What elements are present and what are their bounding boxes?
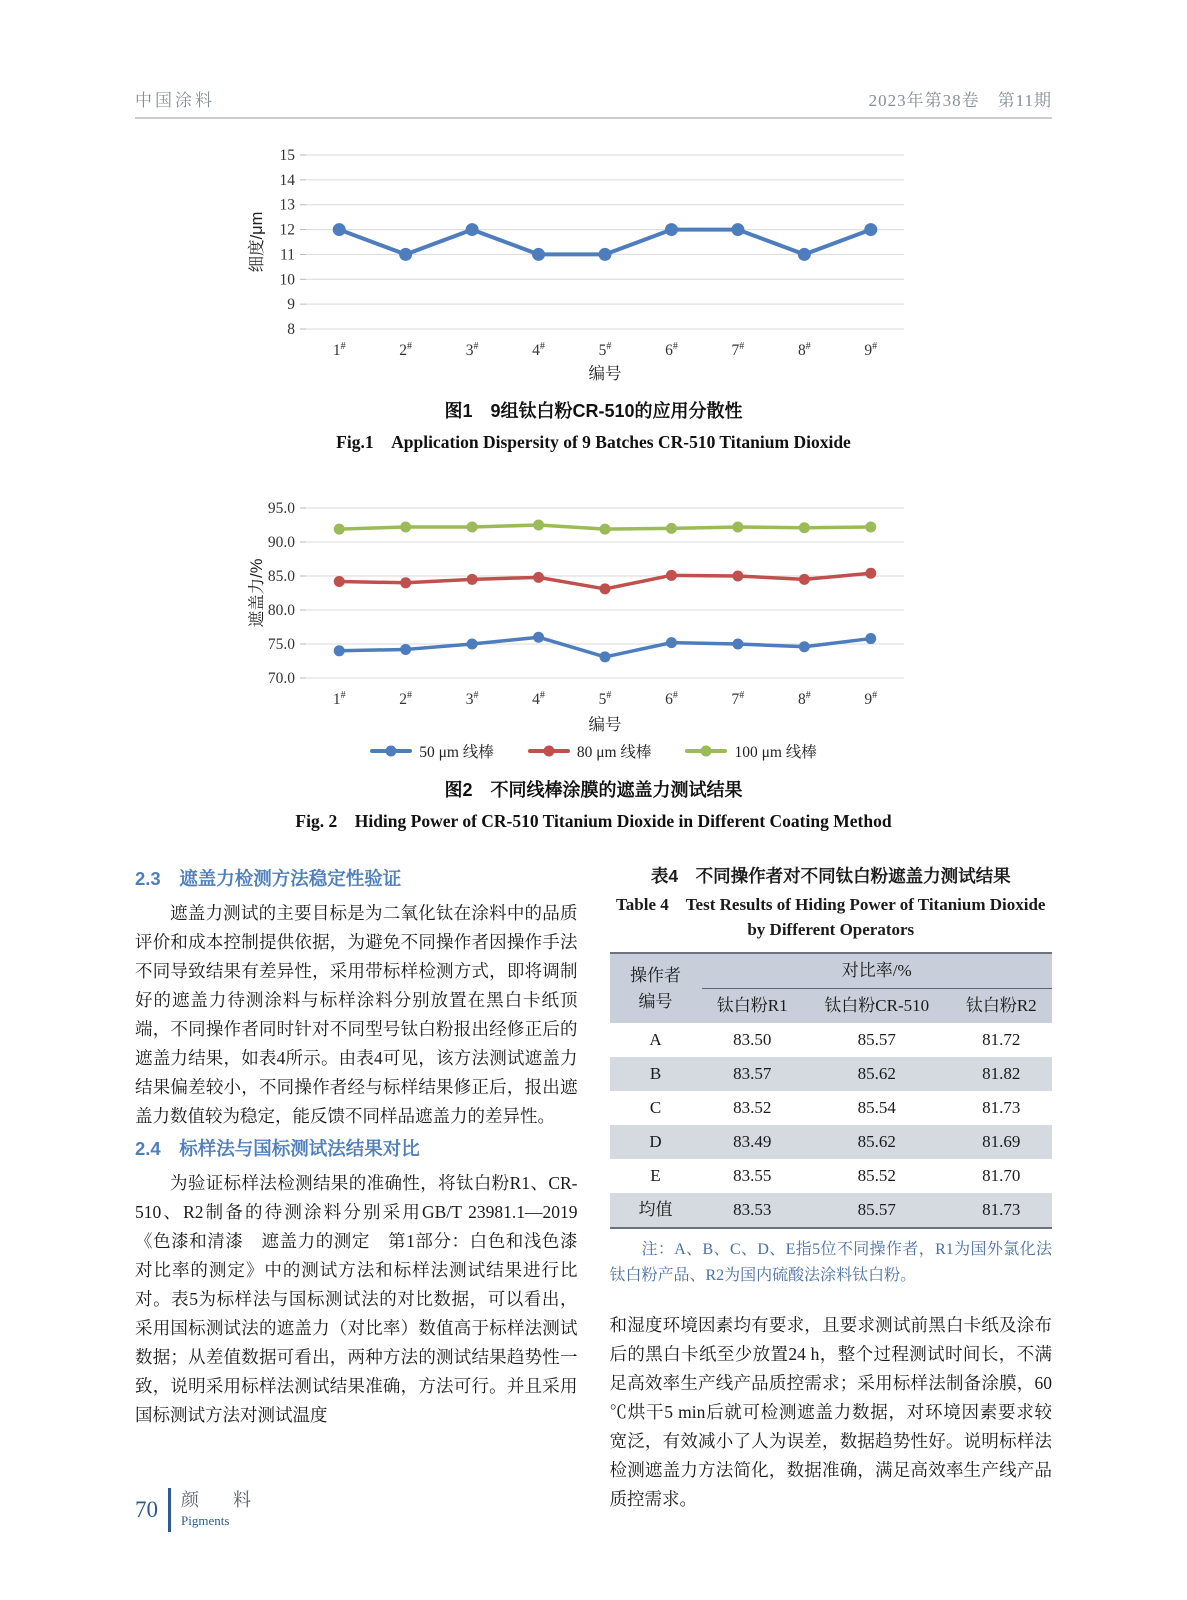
footer-section-en: Pigments bbox=[181, 1513, 230, 1529]
data-point-marker bbox=[665, 637, 676, 648]
table-cell: 81.73 bbox=[982, 1200, 1021, 1219]
data-point-marker bbox=[465, 223, 478, 236]
y-tick-label: 13 bbox=[279, 196, 295, 214]
table-cell: 81.70 bbox=[982, 1166, 1021, 1185]
table-cell: 85.62 bbox=[857, 1132, 896, 1151]
x-tick-label: 2# bbox=[398, 341, 412, 359]
data-point-marker bbox=[533, 572, 544, 583]
chart-legend bbox=[135, 740, 1052, 762]
legend-marker-icon bbox=[685, 749, 727, 753]
x-tick-label: 4# bbox=[531, 690, 545, 708]
table-row bbox=[610, 1193, 1053, 1228]
table-cell: 83.50 bbox=[733, 1030, 772, 1049]
table-4-note: 注：A、B、C、D、E指5位不同操作者，R1为国外氯化法钛白粉产品、R2为国内硫酸法涂料钛白粉。 bbox=[609, 1241, 1052, 1284]
table-cell: 81.82 bbox=[982, 1064, 1021, 1083]
operators-results-table bbox=[610, 952, 1053, 1229]
x-tick-label: 3# bbox=[465, 341, 478, 359]
table-cell: 83.55 bbox=[733, 1166, 772, 1185]
fineness-line-chart bbox=[244, 141, 944, 383]
figure-2-caption-zh: 图2 不同线棒涂膜的遮盖力测试结果 bbox=[444, 780, 743, 800]
data-point-marker bbox=[732, 639, 743, 650]
data-point-marker bbox=[665, 570, 676, 581]
legend-label: 80 μm 线棒 bbox=[576, 744, 652, 761]
hiding-power-line-chart bbox=[244, 490, 944, 736]
x-tick-label: 2# bbox=[398, 690, 412, 708]
data-point-marker bbox=[532, 248, 545, 261]
journal-name: 中国涂料 bbox=[135, 91, 215, 110]
table-row bbox=[610, 1125, 1053, 1159]
legend-dot-icon bbox=[386, 746, 397, 757]
data-point-marker bbox=[864, 223, 877, 236]
legend-dot-icon bbox=[543, 746, 554, 757]
x-tick-label: 4# bbox=[531, 341, 545, 359]
y-tick-label: 95.0 bbox=[267, 500, 295, 517]
table-row bbox=[610, 1091, 1053, 1125]
x-tick-label: 8# bbox=[797, 341, 811, 359]
figure-1 bbox=[135, 141, 1052, 454]
y-tick-label: 75.0 bbox=[267, 636, 295, 653]
row-label: E bbox=[650, 1166, 661, 1185]
data-point-marker bbox=[798, 641, 809, 652]
table-cell: 85.52 bbox=[857, 1166, 896, 1185]
table-cell: 83.49 bbox=[733, 1132, 772, 1151]
y-tick-label: 14 bbox=[279, 171, 295, 189]
data-point-marker bbox=[797, 248, 810, 261]
row-header-line2: 编号 bbox=[638, 991, 673, 1011]
row-label: D bbox=[649, 1132, 662, 1151]
column-header: 钛白粉R2 bbox=[965, 996, 1037, 1015]
table-cell: 81.73 bbox=[982, 1098, 1021, 1117]
table-cell: 85.57 bbox=[857, 1200, 896, 1219]
x-axis-title: 编号 bbox=[588, 716, 621, 734]
x-tick-label: 1# bbox=[332, 341, 346, 359]
x-tick-label: 7# bbox=[731, 690, 744, 708]
data-point-marker bbox=[732, 571, 743, 582]
section-2-3-heading: 2.3 遮盖力检测方法稳定性验证 bbox=[135, 868, 402, 889]
y-tick-label: 80.0 bbox=[267, 602, 295, 619]
table-4-title-en-line2: by Different Operators bbox=[747, 920, 915, 939]
table-cell: 81.72 bbox=[982, 1030, 1021, 1049]
legend-label: 100 μm 线棒 bbox=[734, 744, 817, 761]
data-point-marker bbox=[599, 583, 610, 594]
legend-marker-icon bbox=[528, 749, 570, 753]
x-tick-label: 5# bbox=[598, 690, 611, 708]
data-point-marker bbox=[333, 576, 344, 587]
data-point-marker bbox=[865, 568, 876, 579]
data-point-marker bbox=[466, 522, 477, 533]
y-tick-label: 85.0 bbox=[267, 568, 295, 585]
x-tick-label: 9# bbox=[863, 341, 877, 359]
legend-item bbox=[370, 740, 494, 762]
continuation-paragraph: 和湿度环境因素均有要求，且要求测试前黑白卡纸及涂布后的黑白卡纸至少放置24 h，整个过程测试时间长，不满足高效率生产线产品质控需求；采用标样法制备涂膜，60 ℃烘干5 min后就可检测遮盖力数据，对环境因素要求较宽泛，有效减小了人为误差，数据趋势性好。说明标样法检测遮盖力方法简化，数据准确，满足高效率生产线产品质控需求。 bbox=[609, 1315, 1052, 1509]
data-point-marker bbox=[399, 248, 412, 261]
page-header bbox=[135, 0, 1052, 119]
table-cell: 83.52 bbox=[733, 1098, 772, 1117]
x-tick-label: 1# bbox=[332, 690, 346, 708]
legend-item bbox=[528, 740, 652, 762]
y-tick-label: 9 bbox=[286, 296, 295, 314]
table-cell: 83.57 bbox=[733, 1064, 772, 1083]
table-cell: 83.53 bbox=[733, 1200, 772, 1219]
issue-info: 2023年第38卷 第11期 bbox=[868, 91, 1052, 110]
data-point-marker bbox=[332, 223, 345, 236]
x-tick-label: 3# bbox=[465, 690, 478, 708]
table-cell: 85.54 bbox=[857, 1098, 896, 1117]
figure-2-caption-en: Fig. 2 Hiding Power of CR-510 Titanium Dioxide in Different Coating Method bbox=[295, 811, 892, 831]
table-cell: 85.62 bbox=[857, 1064, 896, 1083]
data-point-marker bbox=[400, 577, 411, 588]
section-2-4-heading: 2.4 标样法与国标测试法结果对比 bbox=[135, 1138, 420, 1159]
data-point-marker bbox=[400, 522, 411, 533]
x-axis-title: 编号 bbox=[588, 365, 621, 383]
row-header-line1: 操作者 bbox=[630, 965, 681, 985]
page-number: 70 bbox=[135, 1497, 158, 1522]
data-point-marker bbox=[333, 645, 344, 656]
data-point-marker bbox=[798, 574, 809, 585]
table-4-title-en bbox=[610, 892, 1053, 942]
data-point-marker bbox=[664, 223, 677, 236]
body-columns bbox=[135, 863, 1052, 1514]
table-4-title-zh: 表4 不同操作者对不同钛白粉遮盖力测试结果 bbox=[650, 866, 1011, 886]
column-header: 钛白粉R1 bbox=[716, 996, 788, 1015]
y-tick-label: 12 bbox=[279, 221, 295, 239]
data-point-marker bbox=[665, 523, 676, 534]
row-label: A bbox=[649, 1030, 662, 1049]
table-body bbox=[610, 1023, 1053, 1228]
y-tick-label: 70.0 bbox=[267, 670, 295, 687]
data-point-marker bbox=[865, 633, 876, 644]
y-tick-label: 8 bbox=[286, 321, 295, 338]
footer-section bbox=[181, 1491, 259, 1528]
y-axis-title: 细度/μm bbox=[247, 211, 266, 273]
table-cell: 85.57 bbox=[857, 1030, 896, 1049]
data-point-marker bbox=[598, 248, 611, 261]
row-header-cell bbox=[610, 953, 702, 1023]
data-point-marker bbox=[466, 639, 477, 650]
data-point-marker bbox=[466, 574, 477, 585]
x-tick-label: 6# bbox=[664, 690, 678, 708]
row-label: 均值 bbox=[638, 1200, 673, 1219]
page-footer bbox=[135, 1488, 259, 1532]
x-tick-label: 5# bbox=[598, 341, 611, 359]
group-header-cell: 对比率/% bbox=[702, 953, 1053, 989]
table-header bbox=[610, 953, 1053, 1023]
table-4-title-en-line1: Table 4 Test Results of Hiding Power of Titanium Dioxide bbox=[616, 895, 1046, 914]
footer-divider bbox=[168, 1488, 171, 1532]
figure-2 bbox=[135, 490, 1052, 833]
x-tick-label: 8# bbox=[797, 690, 811, 708]
figure-1-caption-zh: 图1 9组钛白粉CR-510的应用分散性 bbox=[444, 401, 743, 421]
table-row bbox=[610, 1023, 1053, 1057]
row-label: B bbox=[649, 1064, 662, 1083]
legend-label: 50 μm 线棒 bbox=[419, 744, 494, 761]
table-row bbox=[610, 1159, 1053, 1193]
data-point-marker bbox=[533, 520, 544, 531]
footer-section-zh: 颜 料 bbox=[181, 1490, 259, 1511]
legend-marker-icon bbox=[370, 749, 412, 753]
x-tick-label: 6# bbox=[664, 341, 678, 359]
y-tick-label: 10 bbox=[279, 271, 295, 289]
section-2-4-paragraph: 为验证标样法检测结果的准确性，将钛白粉R1、CR-510、R2制备的待测涂料分别采用GB/T 23981.1—2019《色漆和清漆 遮盖力的测定 第1部分：白色和浅色漆对比率的测定》中的测试方法和标样法测试结果进行比对。表5为标样法与国标测试法的对比数据，可以看出，采用国标测试法的遮盖力（对比率）数值高于标样法测试数据；从差值数据可看出，两种方法的测试结果趋势性一致，说明采用标样法测试结果准确，方法可行。并且采用国标测试方法对测试温度 bbox=[135, 1173, 578, 1425]
table-cell: 81.69 bbox=[982, 1132, 1021, 1151]
data-point-marker bbox=[798, 522, 809, 533]
x-tick-label: 9# bbox=[863, 690, 877, 708]
legend-dot-icon bbox=[701, 746, 712, 757]
y-tick-label: 11 bbox=[279, 246, 295, 264]
data-point-marker bbox=[599, 524, 610, 535]
y-tick-label: 15 bbox=[279, 147, 295, 164]
data-point-marker bbox=[731, 223, 744, 236]
table-row bbox=[610, 1057, 1053, 1091]
data-point-marker bbox=[400, 644, 411, 655]
row-label: C bbox=[649, 1098, 662, 1117]
data-point-marker bbox=[333, 524, 344, 535]
data-point-marker bbox=[599, 651, 610, 662]
left-column bbox=[135, 863, 578, 1514]
right-column bbox=[610, 863, 1053, 1514]
y-tick-label: 90.0 bbox=[267, 534, 295, 551]
section-2-3-paragraph: 遮盖力测试的主要目标是为二氧化钛在涂料中的品质评价和成本控制提供依据，为避免不同操作者因操作手法不同导致结果有差异性，采用带标样检测方式，即将调制好的遮盖力待测涂料与标样涂料分别放置在黑白卡纸顶端，不同操作者同时针对不同型号钛白粉报出经修正后的遮盖力结果，如表4所示。由表4可见，该方法测试遮盖力结果偏差较小，不同操作者经与标样结果修正后，报出遮盖力数值较为稳定，能反馈不同样品遮盖力的差异性。 bbox=[135, 903, 578, 1126]
figure-1-caption-en: Fig.1 Application Dispersity of 9 Batches CR-510 Titanium Dioxide bbox=[336, 432, 851, 452]
column-header: 钛白粉CR-510 bbox=[824, 996, 930, 1015]
x-tick-label: 7# bbox=[731, 341, 744, 359]
legend-item bbox=[685, 740, 816, 762]
data-point-marker bbox=[865, 522, 876, 533]
y-axis-title: 遮盖力/% bbox=[247, 558, 266, 628]
data-point-marker bbox=[533, 632, 544, 643]
data-point-marker bbox=[732, 522, 743, 533]
